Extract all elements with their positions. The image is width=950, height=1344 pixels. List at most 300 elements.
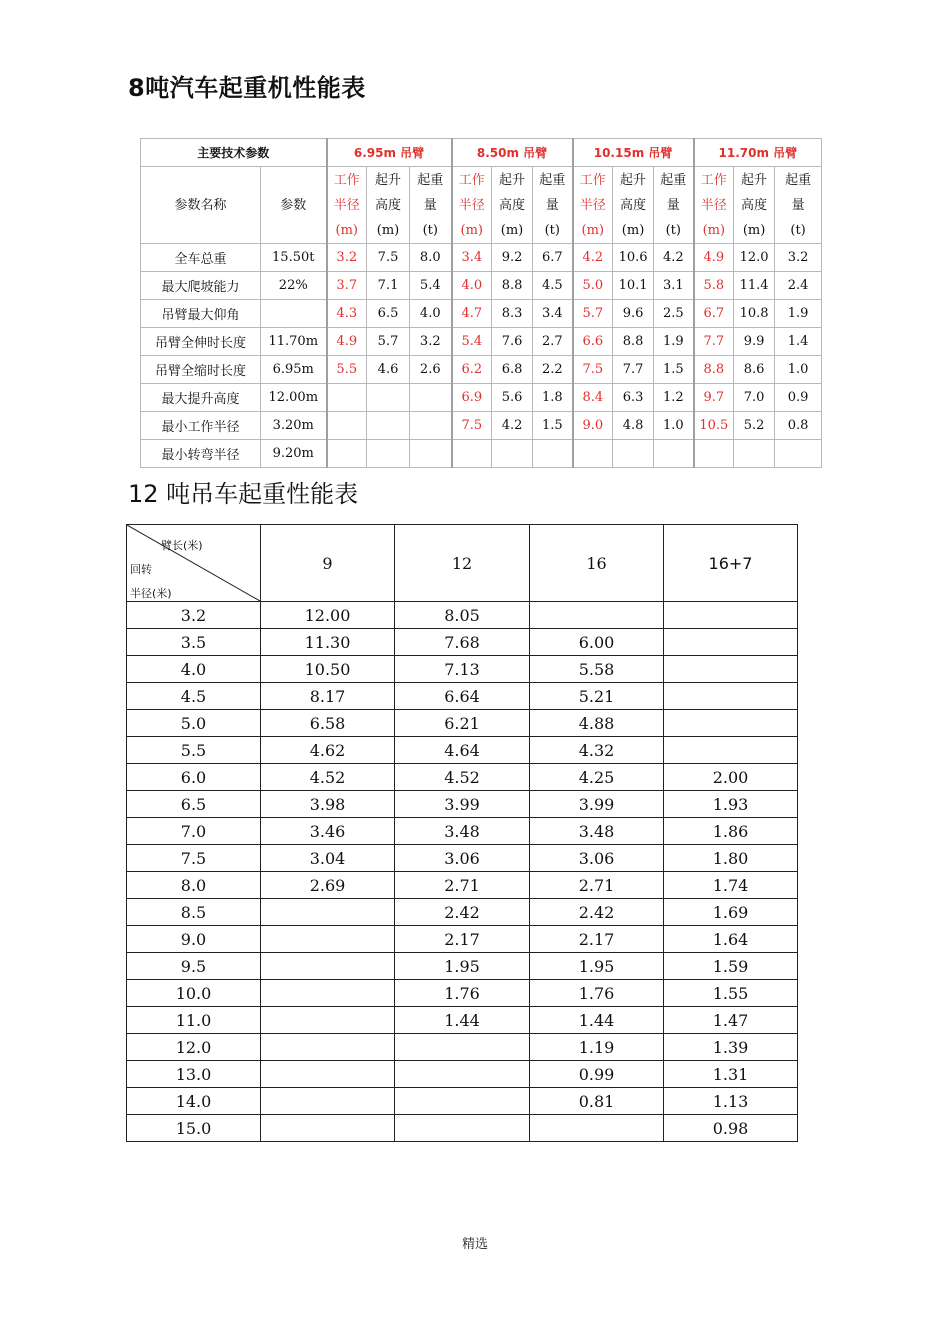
radius-cell: 11.0	[127, 1007, 261, 1034]
param-value: 3.20m	[261, 412, 327, 440]
table-cell: 5.6	[492, 384, 533, 412]
boom-header: 6.95m 吊臂	[327, 139, 452, 167]
table-cell: 1.2	[654, 384, 694, 412]
load-cell: 1.86	[664, 818, 798, 845]
table-cell: 4.9	[694, 244, 734, 272]
table-cell: 7.5	[367, 244, 410, 272]
load-cell: 2.00	[664, 764, 798, 791]
table-cell: 3.7	[327, 272, 367, 300]
table-cell: 8.6	[734, 356, 775, 384]
sub-header-line: (t)	[422, 222, 438, 238]
radius-cell: 4.5	[127, 683, 261, 710]
sub-header-line: (m)	[742, 222, 766, 238]
load-cell: 1.47	[664, 1007, 798, 1034]
corner-label-boom: 臂长(米)	[161, 539, 203, 552]
table-row	[141, 272, 822, 300]
table-cell: 11.4	[734, 272, 775, 300]
load-cell: 2.69	[261, 872, 395, 899]
load-cell: 4.52	[395, 764, 530, 791]
table-cell: 6.2	[452, 356, 492, 384]
load-cell: 3.99	[530, 791, 664, 818]
param-value: 11.70m	[261, 328, 327, 356]
table-cell: 10.1	[613, 272, 654, 300]
load-cell: 2.42	[395, 899, 530, 926]
table-cell: 4.3	[327, 300, 367, 328]
table-row	[127, 1007, 798, 1034]
table-row	[127, 683, 798, 710]
radius-cell: 3.2	[127, 602, 261, 629]
load-cell: 7.13	[395, 656, 530, 683]
boom-header: 8.50m 吊臂	[452, 139, 573, 167]
table-cell: 1.8	[533, 384, 573, 412]
load-cell: 1.44	[530, 1007, 664, 1034]
sub-header-line: 起升	[741, 172, 768, 188]
boom-length-header: 16	[530, 525, 664, 602]
table-row	[141, 384, 822, 412]
table-cell: 6.7	[694, 300, 734, 328]
load-cell: 1.19	[530, 1034, 664, 1061]
table-row	[127, 1034, 798, 1061]
table-cell: 9.0	[573, 412, 613, 440]
sub-header	[367, 167, 410, 244]
table-cell	[327, 384, 367, 412]
load-cell: 6.21	[395, 710, 530, 737]
table-cell	[533, 440, 573, 468]
table-cell: 1.5	[654, 356, 694, 384]
table-row	[127, 656, 798, 683]
load-cell: 1.76	[395, 980, 530, 1007]
radius-cell: 14.0	[127, 1088, 261, 1115]
table-row	[141, 440, 822, 468]
table-row	[127, 602, 798, 629]
sub-header	[775, 167, 822, 244]
table-cell: 8.8	[492, 272, 533, 300]
load-cell: 2.71	[395, 872, 530, 899]
load-cell	[395, 1088, 530, 1115]
param-value: 6.95m	[261, 356, 327, 384]
load-cell	[395, 1034, 530, 1061]
table-row	[127, 845, 798, 872]
table-cell: 1.4	[775, 328, 822, 356]
radius-cell: 6.5	[127, 791, 261, 818]
radius-cell: 6.0	[127, 764, 261, 791]
table-cell: 6.8	[492, 356, 533, 384]
load-cell: 2.17	[530, 926, 664, 953]
load-cell: 6.64	[395, 683, 530, 710]
table-row	[127, 710, 798, 737]
table-cell: 3.4	[452, 244, 492, 272]
boom-length-header: 12	[395, 525, 530, 602]
radius-cell: 5.0	[127, 710, 261, 737]
load-cell: 4.32	[530, 737, 664, 764]
load-cell: 2.42	[530, 899, 664, 926]
sub-header-line: (m)	[500, 222, 524, 238]
table-cell: 2.2	[533, 356, 573, 384]
table-cell: 10.6	[613, 244, 654, 272]
table-cell: 3.2	[327, 244, 367, 272]
load-cell	[261, 1007, 395, 1034]
sub-header-line: 半径	[458, 197, 485, 213]
table-cell: 4.5	[533, 272, 573, 300]
table-cell: 8.8	[694, 356, 734, 384]
table-cell: 4.7	[452, 300, 492, 328]
load-cell	[261, 1061, 395, 1088]
table-cell: 5.2	[734, 412, 775, 440]
boom-header: 11.70m 吊臂	[694, 139, 822, 167]
sub-header-line: (m)	[621, 222, 645, 238]
load-cell: 1.44	[395, 1007, 530, 1034]
load-cell	[261, 926, 395, 953]
table-cell	[410, 384, 452, 412]
table-row	[127, 899, 798, 926]
table-cell: 9.2	[492, 244, 533, 272]
radius-cell: 13.0	[127, 1061, 261, 1088]
table-row	[141, 356, 822, 384]
load-cell: 1.64	[664, 926, 798, 953]
table-cell: 5.0	[573, 272, 613, 300]
sub-header-line: 量	[666, 197, 680, 213]
sub-header-line: (m)	[335, 222, 358, 238]
title-12t-crane: 12 吨吊车起重性能表	[128, 480, 359, 508]
radius-cell: 9.5	[127, 953, 261, 980]
sub-header-line: 工作	[458, 172, 485, 188]
load-cell: 2.71	[530, 872, 664, 899]
table-row	[141, 412, 822, 440]
param-value: 12.00m	[261, 384, 327, 412]
sub-header-line: 工作	[333, 172, 360, 188]
table-row	[127, 980, 798, 1007]
sub-header-line: 量	[791, 197, 805, 213]
table-cell	[327, 412, 367, 440]
table-cell: 6.5	[367, 300, 410, 328]
sub-header-line: 半径	[700, 197, 727, 213]
sub-header-line: (t)	[665, 222, 681, 238]
radius-cell: 5.5	[127, 737, 261, 764]
table-row	[127, 872, 798, 899]
radius-cell: 7.0	[127, 818, 261, 845]
table-cell: 7.1	[367, 272, 410, 300]
boom-length-header: 16+7	[664, 525, 798, 602]
footer-label: 精选	[461, 1237, 488, 1252]
table-cell: 4.2	[573, 244, 613, 272]
sub-header	[410, 167, 452, 244]
table-cell: 2.6	[410, 356, 452, 384]
sub-header-line: 起重	[660, 172, 687, 188]
load-cell: 2.17	[395, 926, 530, 953]
table1-header-row	[141, 139, 822, 167]
load-cell: 1.95	[395, 953, 530, 980]
table-row	[127, 818, 798, 845]
table-cell: 6.7	[533, 244, 573, 272]
load-cell: 4.64	[395, 737, 530, 764]
crane-12t-load-table	[126, 524, 798, 1142]
sub-header-line: 高度	[499, 197, 526, 213]
table-row	[127, 764, 798, 791]
radius-cell: 15.0	[127, 1115, 261, 1142]
sub-header-line: (t)	[544, 222, 560, 238]
name-header: 参数名称	[141, 167, 261, 244]
table-cell: 4.2	[654, 244, 694, 272]
load-cell: 3.06	[530, 845, 664, 872]
load-cell: 1.13	[664, 1088, 798, 1115]
table-cell: 3.4	[533, 300, 573, 328]
param-name: 吊臂全伸时长度	[141, 328, 261, 356]
load-cell: 1.80	[664, 845, 798, 872]
load-cell	[664, 629, 798, 656]
sub-header-line: (m)	[702, 222, 726, 238]
table-cell: 10.5	[694, 412, 734, 440]
table-cell: 1.0	[654, 412, 694, 440]
boom-header: 10.15m 吊臂	[573, 139, 694, 167]
load-cell: 0.99	[530, 1061, 664, 1088]
param-name: 最小转弯半径	[141, 440, 261, 468]
table-cell: 0.9	[775, 384, 822, 412]
table-cell: 7.5	[573, 356, 613, 384]
load-cell	[664, 656, 798, 683]
sub-header-line: 起升	[620, 172, 647, 188]
sub-header	[492, 167, 533, 244]
table-cell: 4.0	[452, 272, 492, 300]
table-cell: 8.8	[613, 328, 654, 356]
load-cell: 1.74	[664, 872, 798, 899]
sub-header-line: 高度	[620, 197, 647, 213]
load-cell	[664, 602, 798, 629]
load-cell	[261, 980, 395, 1007]
load-cell: 3.48	[530, 818, 664, 845]
table-cell: 5.7	[367, 328, 410, 356]
table-row	[127, 737, 798, 764]
load-cell: 1.76	[530, 980, 664, 1007]
load-cell	[395, 1061, 530, 1088]
table-cell: 9.7	[694, 384, 734, 412]
load-cell: 0.81	[530, 1088, 664, 1115]
table-cell: 4.2	[492, 412, 533, 440]
param-name: 全车总重	[141, 244, 261, 272]
table-cell: 7.7	[613, 356, 654, 384]
sub-header	[654, 167, 694, 244]
table-cell: 4.8	[613, 412, 654, 440]
sub-header-line: (m)	[376, 222, 400, 238]
sub-header-line: (m)	[460, 222, 484, 238]
table-cell: 5.4	[410, 272, 452, 300]
load-cell: 1.69	[664, 899, 798, 926]
param-value: 9.20m	[261, 440, 327, 468]
table-cell: 8.0	[410, 244, 452, 272]
sub-header-line: 起升	[499, 172, 526, 188]
load-cell: 4.52	[261, 764, 395, 791]
table-row	[141, 328, 822, 356]
table-cell: 3.1	[654, 272, 694, 300]
load-cell: 4.88	[530, 710, 664, 737]
table2-header-row	[127, 525, 798, 602]
table-row	[127, 926, 798, 953]
table-cell	[613, 440, 654, 468]
table-cell: 6.9	[452, 384, 492, 412]
sub-header	[327, 167, 367, 244]
param-name: 最小工作半径	[141, 412, 261, 440]
load-cell: 8.17	[261, 683, 395, 710]
table-cell: 10.8	[734, 300, 775, 328]
table-cell: 8.4	[573, 384, 613, 412]
table-cell: 4.6	[367, 356, 410, 384]
diagonal-header-cell	[127, 525, 261, 602]
load-cell: 3.46	[261, 818, 395, 845]
table-row	[127, 791, 798, 818]
load-cell: 4.25	[530, 764, 664, 791]
load-cell: 1.31	[664, 1061, 798, 1088]
load-cell: 3.06	[395, 845, 530, 872]
param-name: 最大提升高度	[141, 384, 261, 412]
table-cell	[452, 440, 492, 468]
table-cell	[775, 440, 822, 468]
crane-8t-performance-table	[140, 138, 822, 468]
table-row	[127, 629, 798, 656]
table-row	[141, 300, 822, 328]
load-cell: 1.95	[530, 953, 664, 980]
table-cell	[654, 440, 694, 468]
load-cell: 3.04	[261, 845, 395, 872]
sub-header-line: 起升	[375, 172, 402, 188]
table-cell: 1.0	[775, 356, 822, 384]
sub-header-line: 量	[545, 197, 559, 213]
table-cell: 6.6	[573, 328, 613, 356]
radius-cell: 4.0	[127, 656, 261, 683]
load-cell: 1.93	[664, 791, 798, 818]
sub-header-line: 工作	[579, 172, 606, 188]
load-cell: 3.99	[395, 791, 530, 818]
sub-header-line: 起重	[417, 172, 444, 188]
sub-header-line: (t)	[790, 222, 806, 238]
table-row	[127, 953, 798, 980]
sub-header-line: 工作	[700, 172, 727, 188]
table-cell	[367, 440, 410, 468]
sub-header	[613, 167, 654, 244]
table-cell: 4.0	[410, 300, 452, 328]
load-cell: 8.05	[395, 602, 530, 629]
sub-header-line: 起重	[539, 172, 566, 188]
sub-header-line: 半径	[333, 197, 360, 213]
load-cell	[261, 899, 395, 926]
load-cell: 6.58	[261, 710, 395, 737]
value-header: 参数	[261, 167, 327, 244]
table1-subheader-row	[141, 167, 822, 244]
sub-header-line: 半径	[579, 197, 606, 213]
radius-cell: 3.5	[127, 629, 261, 656]
table-cell: 6.3	[613, 384, 654, 412]
table-cell: 1.9	[775, 300, 822, 328]
sub-header-line: (m)	[581, 222, 605, 238]
table-cell: 2.7	[533, 328, 573, 356]
load-cell: 6.00	[530, 629, 664, 656]
table-cell: 9.9	[734, 328, 775, 356]
table-cell: 7.0	[734, 384, 775, 412]
table-cell: 1.5	[533, 412, 573, 440]
load-cell: 1.39	[664, 1034, 798, 1061]
table-cell	[410, 440, 452, 468]
load-cell: 11.30	[261, 629, 395, 656]
table-cell: 3.2	[410, 328, 452, 356]
load-cell	[261, 953, 395, 980]
load-cell: 12.00	[261, 602, 395, 629]
title-8t-crane: 8吨汽车起重机性能表	[128, 74, 366, 102]
load-cell: 5.58	[530, 656, 664, 683]
table-cell: 0.8	[775, 412, 822, 440]
radius-cell: 12.0	[127, 1034, 261, 1061]
table-cell: 4.9	[327, 328, 367, 356]
table-cell	[694, 440, 734, 468]
corner-label-turn: 回转	[130, 563, 152, 576]
table-cell	[367, 412, 410, 440]
table-cell	[734, 440, 775, 468]
load-cell	[664, 683, 798, 710]
sub-header	[694, 167, 734, 244]
table-row	[127, 1088, 798, 1115]
table-cell: 9.6	[613, 300, 654, 328]
table-cell: 1.9	[654, 328, 694, 356]
load-cell: 3.98	[261, 791, 395, 818]
load-cell	[261, 1088, 395, 1115]
load-cell	[261, 1115, 395, 1142]
table-cell: 8.3	[492, 300, 533, 328]
radius-cell: 8.5	[127, 899, 261, 926]
sub-header-line: 起重	[785, 172, 812, 188]
table-cell	[410, 412, 452, 440]
sub-header-line: 高度	[741, 197, 768, 213]
table-cell: 2.4	[775, 272, 822, 300]
table-cell	[492, 440, 533, 468]
table-cell: 12.0	[734, 244, 775, 272]
table-cell	[367, 384, 410, 412]
radius-cell: 10.0	[127, 980, 261, 1007]
table-cell: 5.5	[327, 356, 367, 384]
corner-label-radius: 半径(米)	[130, 587, 172, 600]
table-cell: 5.8	[694, 272, 734, 300]
sub-header	[452, 167, 492, 244]
table-cell: 3.2	[775, 244, 822, 272]
table-cell: 5.7	[573, 300, 613, 328]
load-cell: 0.98	[664, 1115, 798, 1142]
table-cell: 7.7	[694, 328, 734, 356]
load-cell	[530, 1115, 664, 1142]
table-cell: 7.5	[452, 412, 492, 440]
params-header: 主要技术参数	[141, 139, 327, 167]
load-cell: 4.62	[261, 737, 395, 764]
load-cell	[664, 737, 798, 764]
param-value: 22%	[261, 272, 327, 300]
sub-header	[573, 167, 613, 244]
sub-header-line: 高度	[375, 197, 402, 213]
load-cell	[395, 1115, 530, 1142]
load-cell: 7.68	[395, 629, 530, 656]
load-cell: 5.21	[530, 683, 664, 710]
load-cell	[530, 602, 664, 629]
param-name: 吊臂全缩时长度	[141, 356, 261, 384]
table-cell	[573, 440, 613, 468]
param-value	[261, 300, 327, 328]
sub-header	[734, 167, 775, 244]
radius-cell: 9.0	[127, 926, 261, 953]
table-row	[127, 1061, 798, 1088]
load-cell: 3.48	[395, 818, 530, 845]
table-cell: 5.4	[452, 328, 492, 356]
table-row	[141, 244, 822, 272]
load-cell: 1.59	[664, 953, 798, 980]
load-cell	[261, 1034, 395, 1061]
sub-header-line: 量	[423, 197, 437, 213]
boom-length-header: 9	[261, 525, 395, 602]
table-cell: 7.6	[492, 328, 533, 356]
radius-cell: 8.0	[127, 872, 261, 899]
